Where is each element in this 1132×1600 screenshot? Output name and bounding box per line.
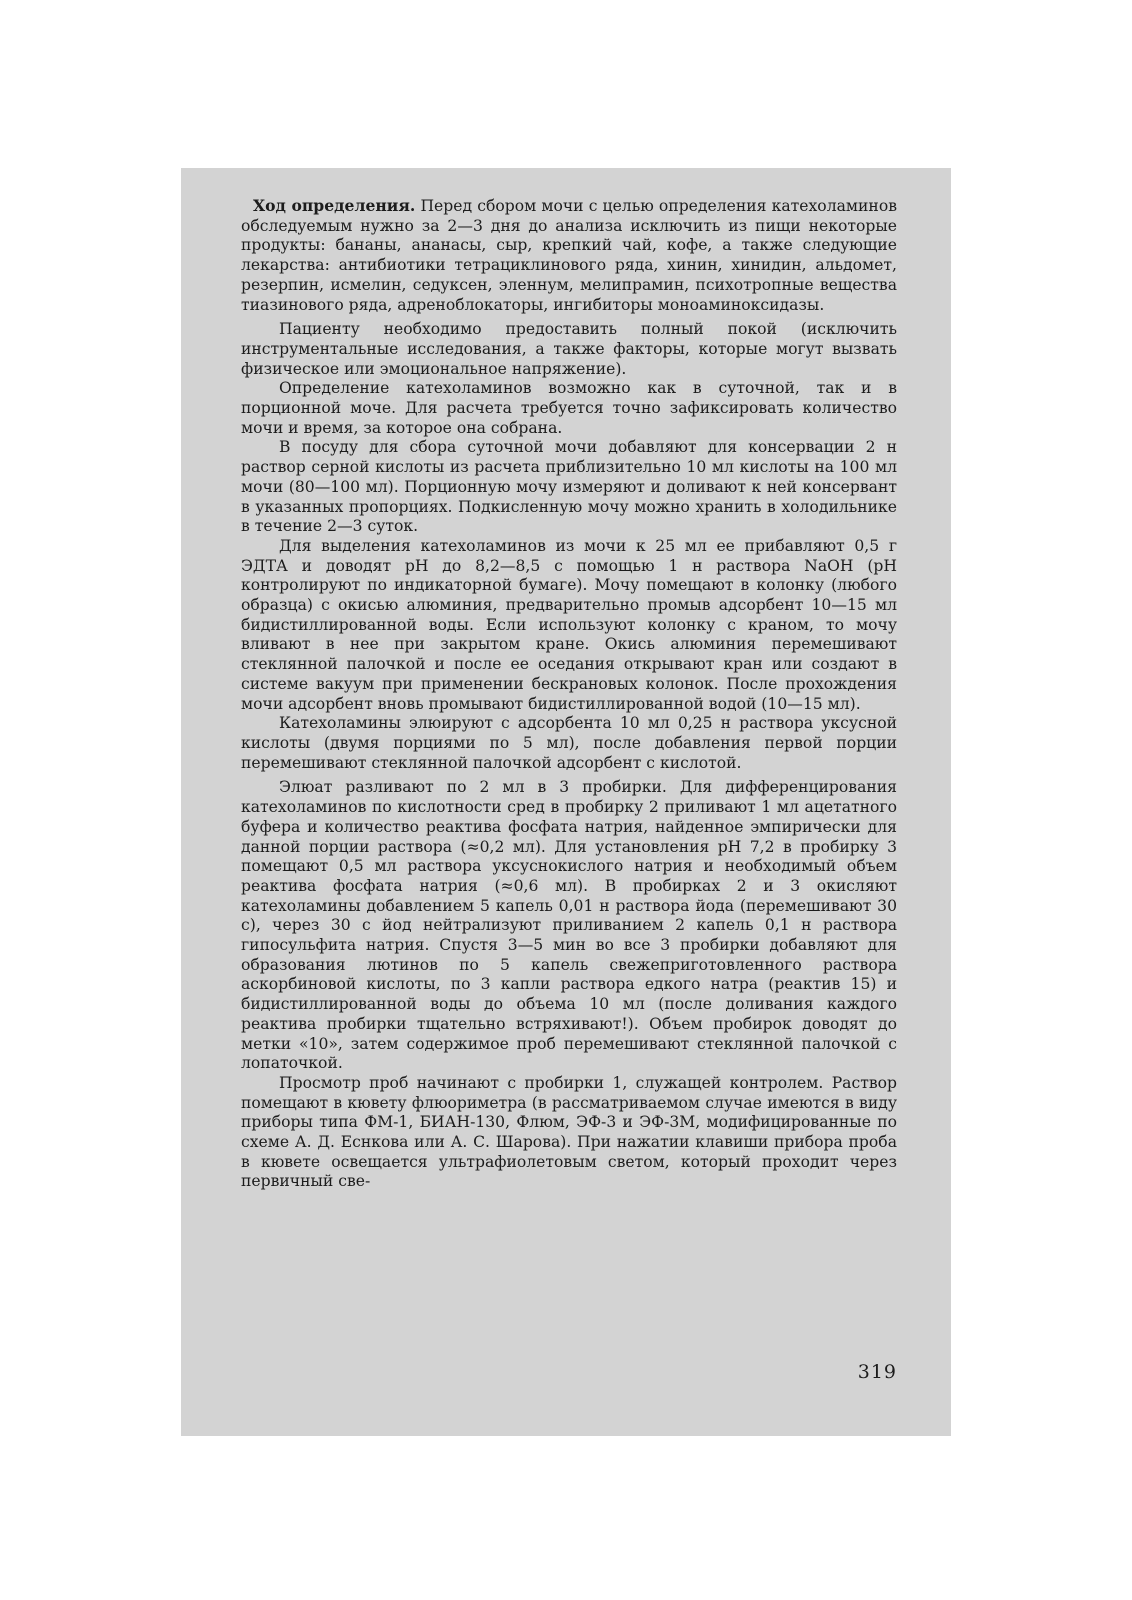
paragraph-1 — [241, 196, 897, 315]
paragraph-3: Определение катехоламинов возможно как в суточной, так и в порционной моче. Для расчета требуется точно зафиксировать количество мочи и время, за которое она собрана. — [241, 379, 897, 437]
paragraph-1-text: Перед сбором мочи с целью определения катехоламинов обследуемым нужно за 2—3 дня до анализа исключить из пищи некоторые продукты: бананы, ананасы, сыр, крепкий чай, кофе, а также следующие лекарства: антибиотики тетрациклинового ряда, хинин, хинидин, альдомет, резерпин, исмелин, седуксен, эленнум, мелипрамин, психотропные вещества тиазинового ряда, адреноблокаторы, ингибиторы моноаминоксидазы. — [241, 197, 897, 314]
paragraph-6: Катехоламины элюируют с адсорбента 10 мл 0,25 н раствора уксусной кислоты (двумя порциями по 5 мл), после добавления первой порции перемешивают стеклянной палочкой адсорбент с кислотой. — [241, 714, 897, 772]
section-lead: Ход определения. — [253, 196, 416, 215]
paragraph-7: Элюат разливают по 2 мл в 3 пробирки. Для дифференцирования катехоламинов по кислотности сред в пробирку 2 приливают 1 мл ацетатного буфера и количество реактива фосфата натрия, найденное эмпирически для данной порции раствора (≈0,2 мл). Для установления pH 7,2 в пробирку 3 помещают 0,5 мл раствора уксуснокислого натрия и необходимый объем реактива фосфата натрия (≈0,6 мл). В пробирках 2 и 3 окисляют катехоламины добавлением 5 капель 0,01 н раствора йода (перемешивают 30 с), через 30 с йод нейтрализуют приливанием 2 капель 0,1 н раствора гипосульфита натрия. Спустя 3—5 мин во все 3 пробирки добавляют для образования лютинов по 5 капель свежеприготовленного раствора аскорбиновой кислоты, по 3 капли раствора едкого натра (реактив 15) и бидистиллированной воды до объема 10 мл (после доливания каждого реактива пробирки тщательно встряхивают!). Объем пробирок доводят до метки «10», затем содержимое проб перемешивают стеклянной палочкой с лопаточкой. — [241, 778, 897, 1073]
scanned-page — [181, 168, 951, 1436]
page-number: 319 — [857, 1361, 897, 1383]
paragraph-5: Для выделения катехоламинов из мочи к 25 мл ее прибавляют 0,5 г ЭДТА и доводят pH до 8,2—8,5 с помощью 1 н раствора NaOH (pH контролируют по индикаторной бумаге). Мочу помещают в колонку (любого образца) с окисью алюминия, предварительно промыв адсорбент 10—15 мл бидистиллированной воды. Если используют колонку с краном, то мочу вливают в нее при закрытом кране. Окись алюминия перемешивают стеклянной палочкой и после ее оседания открывают кран или создают в системе вакуум при применении бескрановых колонок. После прохождения мочи адсорбент вновь промывают бидистиллированной водой (10—15 мл). — [241, 536, 897, 713]
paragraph-4: В посуду для сбора суточной мочи добавляют для консервации 2 н раствор серной кислоты из расчета приблизительно 10 мл кислоты на 100 мл мочи (80—100 мл). Порционную мочу измеряют и доливают к ней консервант в указанных пропорциях. Подкисленную мочу можно хранить в холодильнике в течение 2—3 суток. — [241, 438, 897, 536]
paragraph-2: Пациенту необходимо предоставить полный покой (исключить инструментальные исследования, а также факторы, которые могут вызвать физическое или эмоциональное напряжение). — [241, 320, 897, 378]
paragraph-8: Просмотр проб начинают с пробирки 1, служащей контролем. Раствор помещают в кювету флюориметра (в рассматриваемом случае имеются в виду приборы типа ФМ-1, БИАН-130, Флюм, ЭФ-3 и ЭФ-3М, модифицированные по схеме А. Д. Еснкова или А. С. Шарова). При нажатии клавиши прибора проба в кювете освещается ультрафиолетовым светом, который проходит через первичный све- — [241, 1073, 897, 1191]
